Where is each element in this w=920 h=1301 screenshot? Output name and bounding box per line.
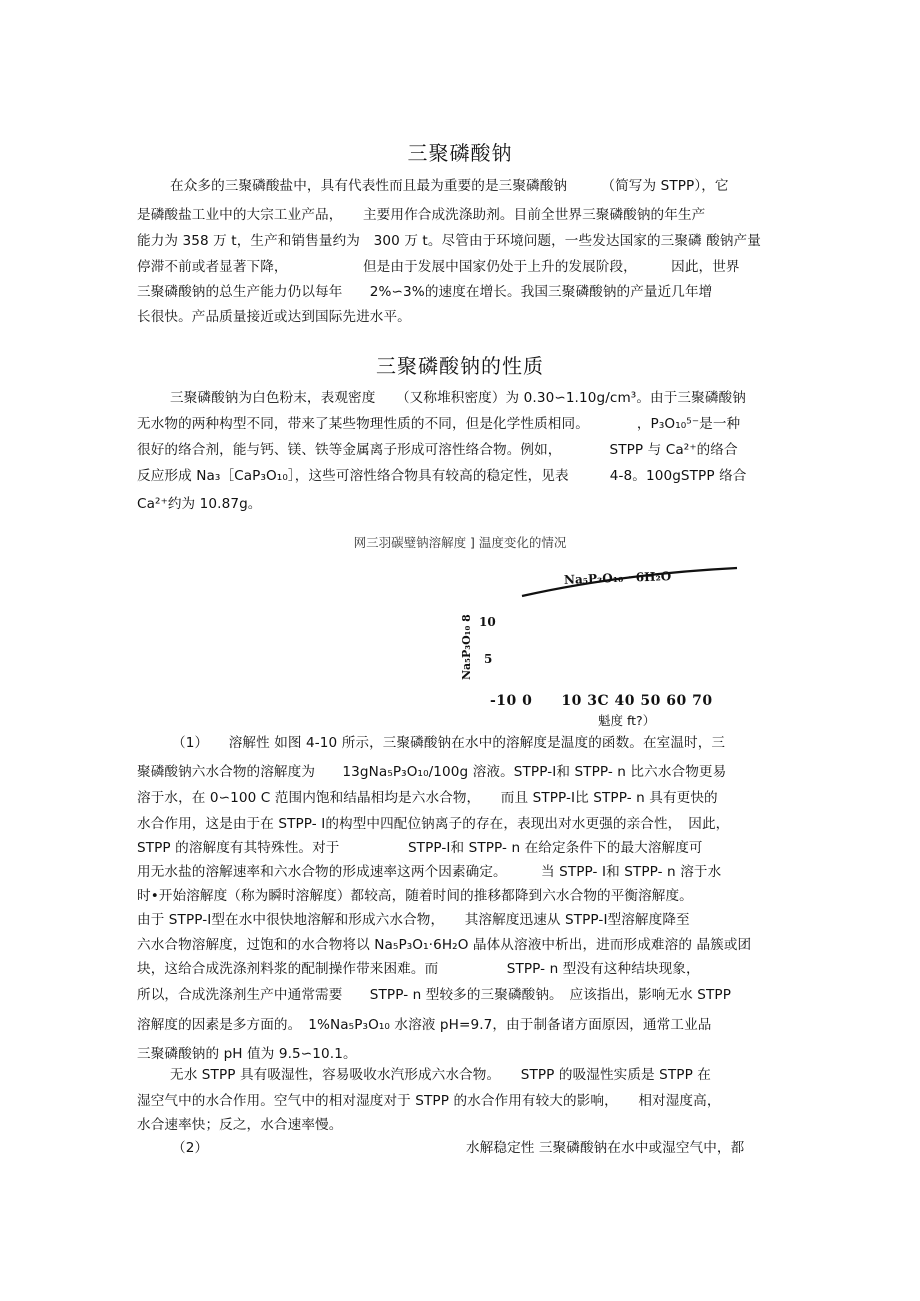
text-line: 停滞不前或者显著下降， 但是由于发展中国家仍处于上升的发展阶段， 因此，世界	[137, 259, 740, 275]
text-line: 无水物的两种构型不同，带来了某些物理性质的不同，但是化学性质相同。 ，P₃O₁₀⁵⁻是一种	[137, 416, 741, 432]
text-line: 在众多的三聚磷酸盐中，具有代表性而且最为重要的是三聚磷酸钠 （简写为 STPP），它	[170, 178, 729, 194]
solubility-figure	[440, 560, 760, 732]
text-line: 三聚磷酸钠的 pH 值为 9.5∽10.1。	[137, 1046, 357, 1062]
text-line: 无水 STPP 具有吸湿性，容易吸收水汽形成六水合物。 STPP 的吸湿性实质是 STPP 在	[170, 1067, 711, 1083]
section-number: （2）	[172, 1140, 209, 1156]
text-line: 反应形成 Na₃［CaP₃O₁₀］，这些可溶性络合物具有较高的稳定性，见表 4-8。100gSTPP 络合	[137, 468, 747, 484]
document-title: 三聚磷酸钠	[407, 141, 513, 165]
text-line: 聚磷酸钠六水合物的溶解度为 13gNa₅P₃O₁₀/100g 溶液。STPP-Ⅰ和 STPP- n 比六水合物更易	[137, 764, 727, 780]
text-line: 能力为 358 万 t，生产和销售量约为 300 万 t。尽管由于环境问题，一些发达国家的三聚磷 酸钠产量	[137, 233, 761, 249]
text-line: Ca²⁺约为 10.87g。	[137, 496, 262, 512]
text-line: 时•开始溶解度（称为瞬时溶解度）都较高，随着时间的推移都降到六水合物的平衡溶解度。	[137, 888, 693, 904]
x-tick-labels: -10 0 10 3C 40 50 60 70	[490, 693, 713, 709]
text-line: 六水合物溶解度，过饱和的水合物将以 Na₅P₃O₁·6H₂O 晶体从溶液中析出，进而形成难溶的 晶簇或团	[137, 937, 752, 953]
text-line: 是磷酸盐工业中的大宗工业产品， 主要用作合成洗涤助剂。目前全世界三聚磷酸钠的年生产	[137, 207, 706, 223]
x-axis-label: 魁度 ft?）	[598, 713, 656, 728]
text-line: 水合速率快；反之，水合速率慢。	[137, 1117, 343, 1133]
text-line: 块，这给合成洗涤剂料浆的配制操作带来困难。而 STPP- n 型没有这种结块现象，	[137, 961, 700, 977]
text-line: 溶解度的因素是多方面的。 1%Na₅P₃O₁₀ 水溶液 pH=9.7，由于制备诸方面原因，通常工业品	[137, 1017, 712, 1033]
text-line: （1） 溶解性 如图 4-10 所示，三聚磷酸钠在水中的溶解度是温度的函数。在室温时，三	[172, 735, 726, 751]
section-title: 三聚磷酸钠的性质	[376, 354, 544, 378]
y-tick-label: 10	[479, 615, 496, 629]
curve-label: Na₅P₃O₁₀ · 6H₂O	[563, 569, 672, 587]
text-line: 很好的络合剂，能与钙、镁、铁等金属离子形成可溶性络合物。例如， STPP 与 Ca²⁺的络合	[137, 442, 738, 458]
figure-caption: 网三羽碳璧钠溶解度 ] 温度变化的情况	[353, 535, 567, 550]
text-line: STPP 的溶解度有其特殊性。对于 STPP-Ⅰ和 STPP- n 在给定条件下的最大溶解度可	[137, 840, 703, 856]
text-line: 用无水盐的溶解速率和六水合物的形成速率这两个因素确定。 当 STPP- Ⅰ和 STPP- n 溶于水	[137, 864, 722, 880]
text-line: 三聚磷酸钠为白色粉末，表观密度 （又称堆积密度）为 0.30∽1.10g/cm³。由于三聚磷酸钠	[170, 390, 746, 406]
text-line: 三聚磷酸钠的总生产能力仍以每年 2%∽3%的速度在增长。我国三聚磷酸钠的产量近几年增	[137, 284, 713, 300]
text-line: 水合作用，这是由于在 STPP- Ⅰ的构型中四配位钠离子的存在，表现出对水更强的亲合性， 因此，	[137, 816, 730, 832]
text-line: 溶于水，在 0∽100 C 范围内饱和结晶相均是六水合物， 而且 STPP-Ⅰ比 STPP- n 具有更快的	[137, 790, 718, 806]
text-line: 由于 STPP-Ⅰ型在水中很快地溶解和形成六水合物， 其溶解度迅速从 STPP-Ⅰ型溶解度降至	[137, 912, 690, 928]
text-line: 所以，合成洗涤剂生产中通常需要 STPP- n 型较多的三聚磷酸钠。 应该指出，影响无水 STPP	[137, 987, 732, 1003]
text-line: 长很快。产品质量接近或达到国际先进水平。	[137, 309, 411, 325]
y-tick-label: 5	[484, 652, 493, 666]
text-line: 水解稳定性 三聚磷酸钠在水中或湿空气中，都	[466, 1140, 745, 1156]
text-line: 湿空气中的水合作用。空气中的相对湿度对于 STPP 的水合作用有较大的影响， 相对湿度高，	[137, 1093, 721, 1109]
y-axis-label: Na₅P₃O₁₀ 8	[460, 614, 473, 680]
